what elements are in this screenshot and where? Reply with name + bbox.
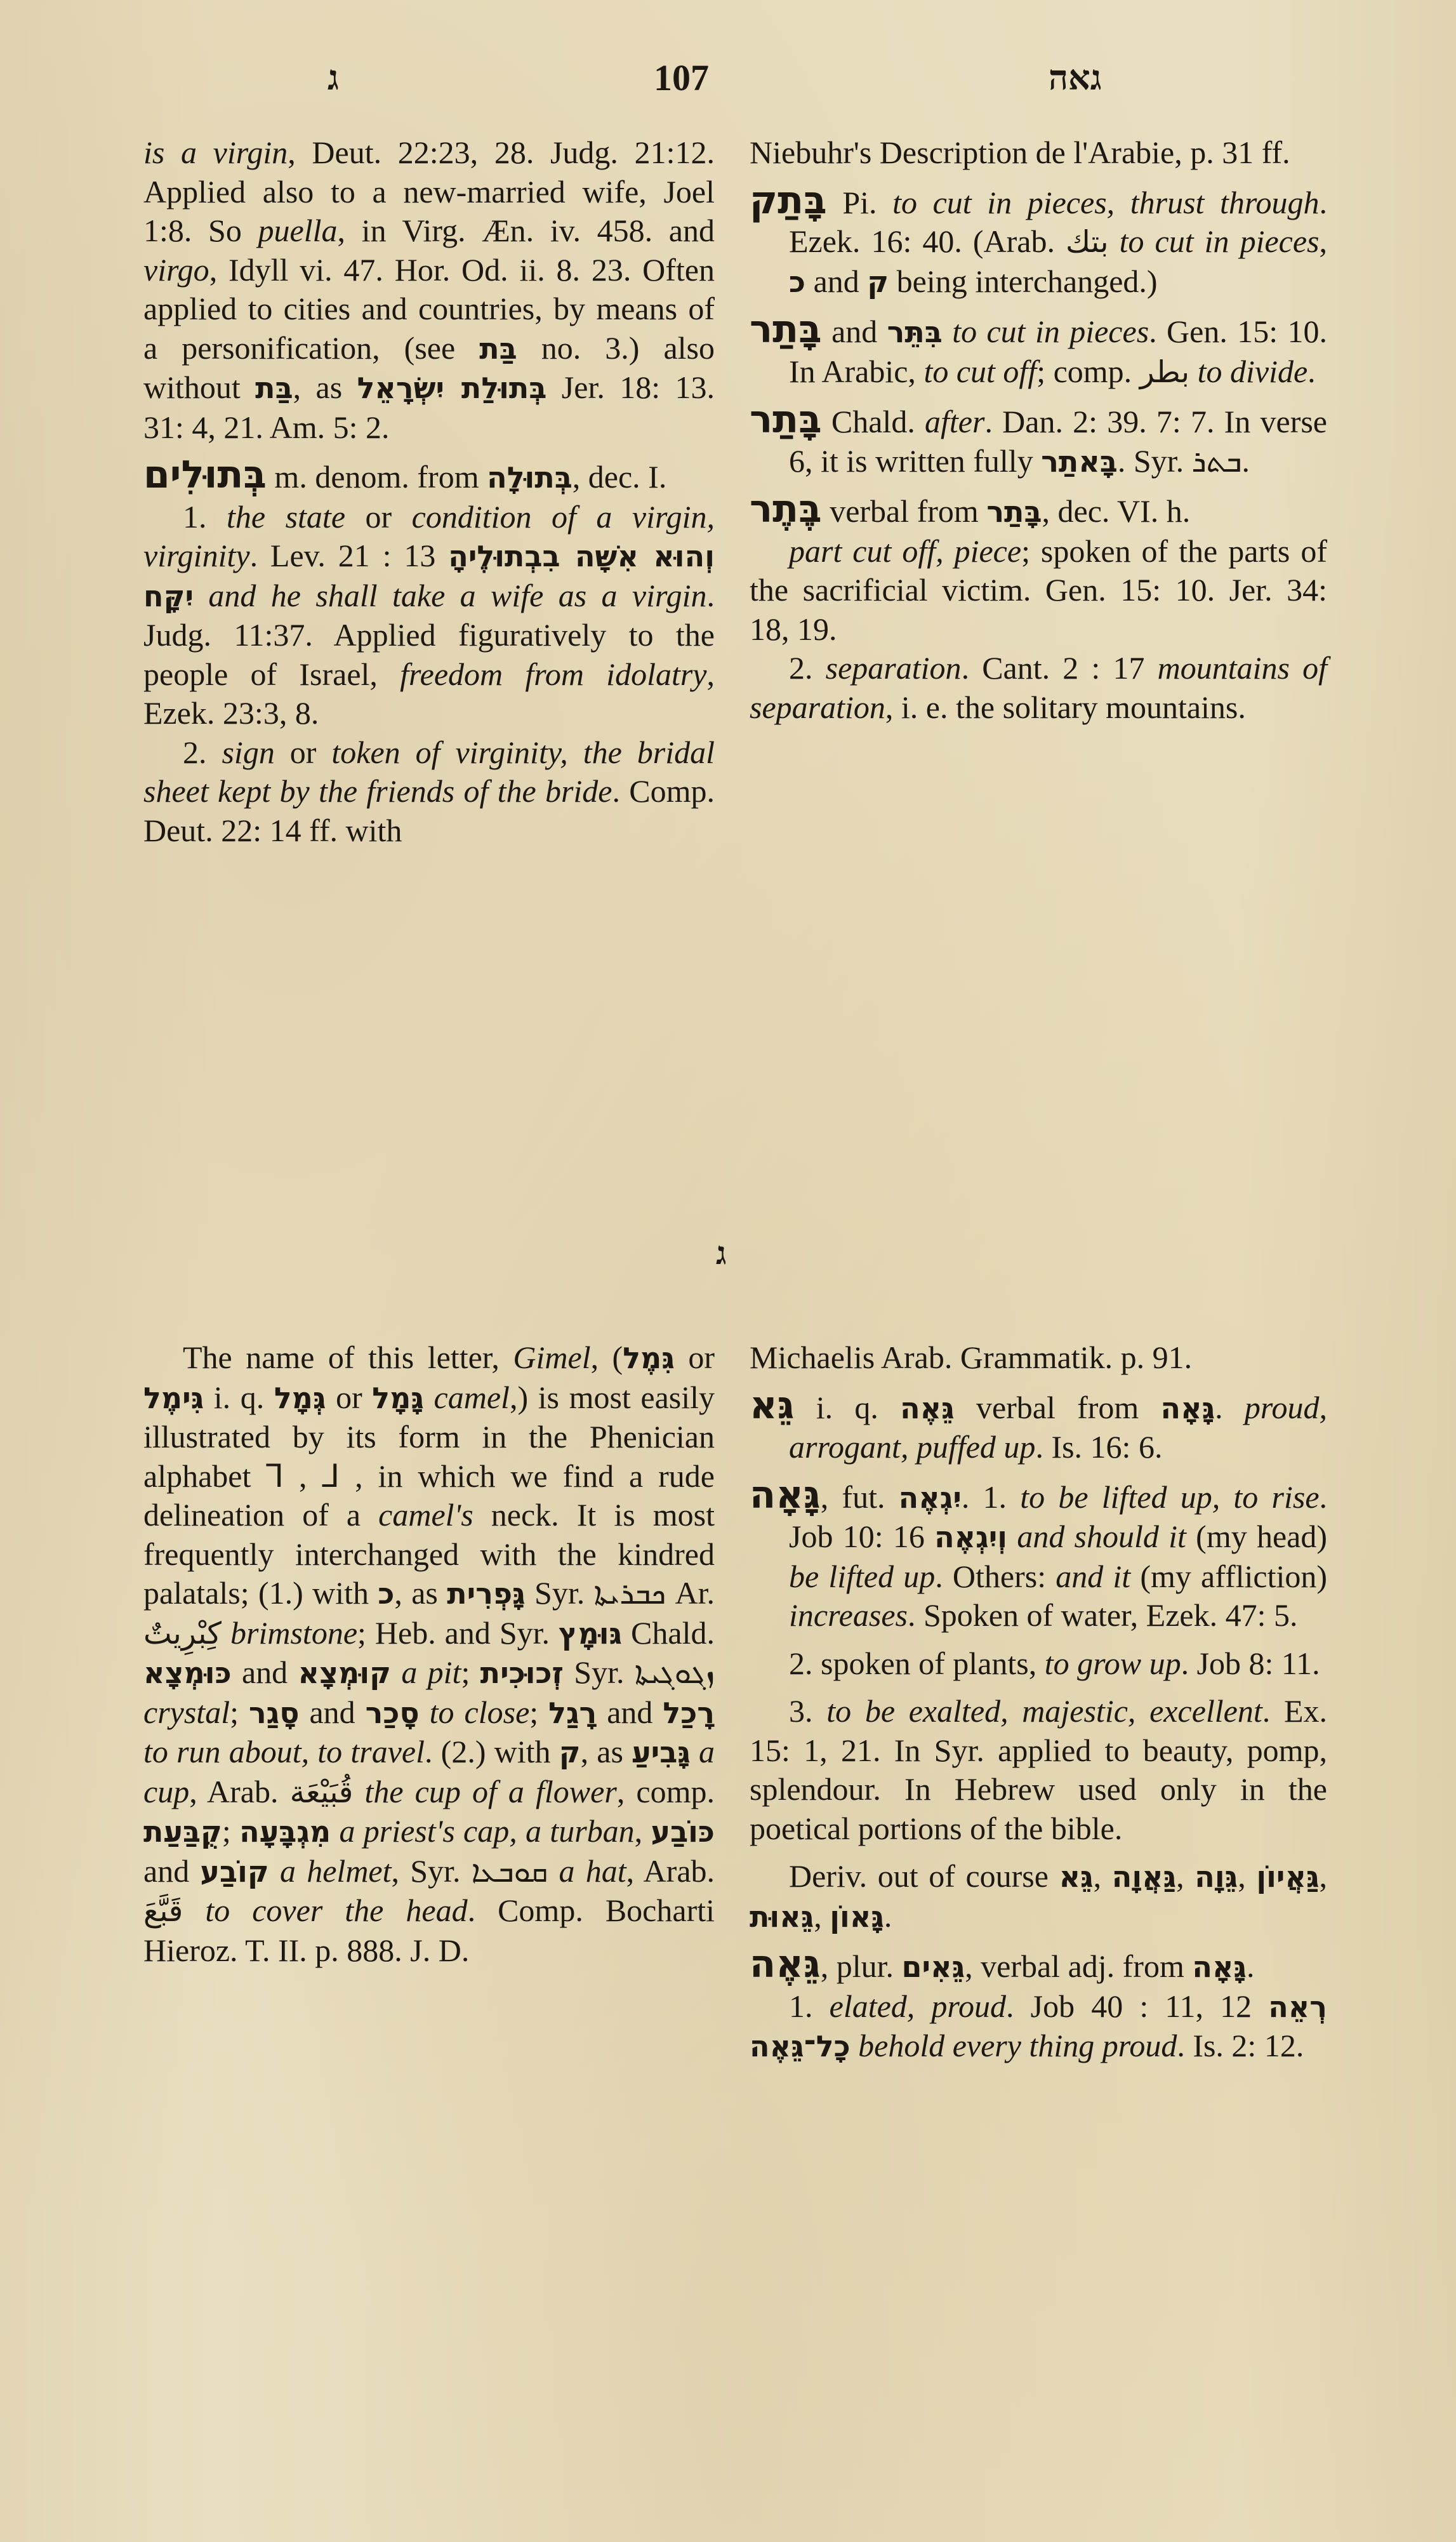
hebrew-text: כּוֹבַע <box>651 1814 715 1849</box>
text-run: , Syr. <box>391 1853 472 1889</box>
italic-text: mountains of separation <box>750 650 1328 725</box>
text-run: ; Heb. and Syr. <box>357 1614 559 1651</box>
hebrew-text: רְאֵה כָל־גֵּאֶה <box>750 1989 1327 2063</box>
hebrew-text: בָּאתַר <box>1041 444 1118 479</box>
hebrew-text: יִגְאֶה <box>898 1480 962 1515</box>
left-column-top <box>143 133 715 850</box>
text-run: 1. <box>183 498 227 535</box>
arabic-text: بتك <box>1066 225 1109 260</box>
italic-text: token of virginity, the bridal sheet kept by the friends of the bride <box>143 734 715 809</box>
text-run <box>194 578 208 613</box>
italic-text: elated, proud <box>829 1988 1007 2024</box>
hebrew-text: קוֹבַע <box>200 1854 269 1889</box>
text-run: . Comp. Deut. 22: 14 ff. with <box>143 773 715 848</box>
text-run: , verbal adj. from <box>965 1948 1193 1984</box>
text-run: 2. spoken of plants, <box>789 1645 1045 1681</box>
hebrew-text: גִּמֶל <box>623 1341 675 1375</box>
entry-headword: גָּאָה <box>750 1472 821 1517</box>
hebrew-text: בַּת <box>255 371 293 405</box>
text-run <box>222 1615 230 1651</box>
hebrew-text: גָּפְרִית <box>447 1576 526 1611</box>
entry-headword: בָּתַק <box>750 178 827 223</box>
hebrew-text: ק <box>559 1735 581 1769</box>
text-run: ; <box>230 1694 249 1730</box>
text-run: , as <box>580 1734 632 1769</box>
arabic-text: بطر <box>1139 354 1190 390</box>
dictionary-entry <box>750 1942 1327 1987</box>
text-run: , <box>634 1813 651 1849</box>
text-run: Syr. <box>525 1575 594 1611</box>
italic-text: to close <box>429 1694 530 1730</box>
hebrew-text: מִגְבָּעָה <box>239 1814 331 1849</box>
text-run: . Lev. 21 : 13 <box>249 538 449 573</box>
italic-text: puella <box>258 213 338 248</box>
italic-text: crystal <box>143 1694 230 1730</box>
text-run <box>850 2028 859 2063</box>
hebrew-text: גַּאֲוָה <box>1111 1860 1177 1894</box>
entry-paragraph <box>750 532 1327 649</box>
text-run: , Arab. <box>189 1773 290 1809</box>
hebrew-text: גִּימֶל <box>143 1380 204 1415</box>
hebrew-text: גֵּא <box>1059 1860 1094 1894</box>
italic-text: proud, arrogant, puffed up <box>789 1389 1328 1465</box>
hebrew-text: כ <box>789 264 806 299</box>
text-run: , plur. <box>820 1948 902 1984</box>
hebrew-text: גָּמָל <box>372 1380 424 1415</box>
text-run: i. q. <box>204 1379 274 1415</box>
arabic-text: قَبَّعَ <box>143 1894 183 1929</box>
text-run: , <box>1319 223 1328 259</box>
text-run: Deriv. out of course <box>789 1858 1059 1894</box>
text-run: . Job 40 : 11, 12 <box>1006 1988 1269 2024</box>
text-run: , as <box>394 1575 447 1611</box>
text-run: and <box>299 1694 366 1730</box>
right-column-top <box>750 133 1327 727</box>
text-run: . Ezek. 16: 40. (Arab. <box>789 184 1327 259</box>
text-run: . Syr. <box>1117 443 1192 479</box>
text-run: . Others: <box>935 1558 1056 1594</box>
text-run: (my affliction) <box>1130 1558 1327 1594</box>
italic-text: a hat <box>559 1853 626 1889</box>
text-run: . Ex. 15: 1, 21. In Syr. applied to beauty, pomp, splendour. In Hebrew used only in the poetical portions of the bible. <box>750 1693 1327 1846</box>
text-run: . Comp. Bocharti Hieroz. T. II. p. 888. J. D. <box>143 1893 715 1968</box>
text-run: Jer. 18: 13. 31: 4, 21. Am. 5: 2. <box>143 369 715 445</box>
entry-headword: בְּתוּלִים <box>143 453 267 497</box>
italic-text: to cut off <box>923 353 1037 389</box>
text-run: or <box>274 734 332 770</box>
text-run: . <box>1241 443 1250 479</box>
dictionary-entry <box>750 1472 1328 1635</box>
syriac-text: ܟܒܪܝܬܐ <box>593 1576 666 1611</box>
hebrew-text: גֵּאֶה <box>900 1390 955 1425</box>
hebrew-text: בִּתֵּר <box>887 315 943 349</box>
text-run: ; comp. <box>1036 353 1140 389</box>
italic-text: Gimel <box>513 1340 591 1375</box>
text-run: . <box>884 1898 892 1934</box>
hebrew-text: גֵּוָה <box>1195 1860 1238 1894</box>
text-run: Michaelis Arab. Grammatik. p. 91. <box>750 1340 1193 1375</box>
text-run: (my head) <box>1186 1519 1327 1554</box>
entry-paragraph <box>750 1338 1327 1378</box>
text-run: . Job 10: 16 <box>789 1479 1328 1554</box>
entry-headword: בֶּתֶר <box>750 487 822 531</box>
right-column-bottom <box>750 1338 1327 2066</box>
italic-text: a cup <box>143 1734 715 1809</box>
text-run: . Dan. 2: 39. 7: 7. In verse 6, it is written fully <box>789 404 1327 479</box>
hebrew-text: וְהוּא אִשָּׁה בִבְתוּלֶיהָ יִקָּח <box>143 539 715 613</box>
text-run: ; <box>529 1694 549 1730</box>
running-head-catchword: גאה <box>1049 59 1102 97</box>
text-run: . <box>1307 353 1316 389</box>
hebrew-text: גֵּאִים <box>901 1950 965 1984</box>
section-letter-gimel: ג <box>716 1235 727 1271</box>
page-number: 107 <box>654 57 709 98</box>
italic-text: and should it <box>1017 1519 1186 1554</box>
entry-paragraph <box>750 649 1327 727</box>
text-run: . (2.) with <box>424 1734 559 1769</box>
italic-text: to run about, to travel <box>143 1734 425 1769</box>
text-run: , Deut. 22:23, 28. Judg. 21:12. Applied also to a new-married wife, Joel 1:8. So <box>143 135 715 248</box>
italic-text: to cut in pieces <box>952 314 1149 349</box>
dictionary-entry <box>143 453 715 498</box>
text-run <box>420 1694 430 1730</box>
hebrew-text: גָּאוֹן <box>830 1899 884 1934</box>
entry-paragraph <box>750 1987 1327 2066</box>
running-head-letter: ג <box>328 59 339 97</box>
text-run: . Is. 16: 6. <box>1035 1429 1163 1465</box>
text-run <box>1109 223 1120 259</box>
italic-text: to divide <box>1197 353 1308 389</box>
text-run <box>548 1853 559 1889</box>
text-run: , fut. <box>820 1479 899 1515</box>
text-run: no. 3.) also without <box>143 329 715 405</box>
hebrew-text: סָכַר <box>365 1695 420 1730</box>
entry-paragraph <box>750 1692 1327 1848</box>
text-run: The name of this letter, <box>183 1340 513 1375</box>
text-run: and <box>597 1694 663 1730</box>
italic-text: to be exalted, majestic, excellent <box>826 1693 1262 1729</box>
italic-text: to cut in pieces <box>1119 223 1320 259</box>
entry-headword: גֵּא <box>750 1383 795 1428</box>
italic-text: and he shall take a wife as a virgin <box>208 577 707 613</box>
text-run <box>1189 354 1198 389</box>
text-run: verbal from <box>821 493 987 529</box>
text-run: m. denom. from <box>266 459 487 495</box>
italic-text: after <box>925 404 985 439</box>
text-run: , Arab. <box>626 1853 715 1889</box>
text-run: , in Virg. Æn. iv. 458. and <box>337 213 715 248</box>
hebrew-text: גְּמָל <box>274 1380 326 1415</box>
syriac-text: ܩܘܒܥܐ <box>471 1854 548 1889</box>
entry-paragraph <box>143 133 715 447</box>
hebrew-text: בְּתוּלָה <box>487 460 572 495</box>
hebrew-text: וְיִגְאֶה <box>934 1520 1008 1554</box>
text-run <box>424 1380 434 1415</box>
italic-text: to grow up <box>1044 1645 1181 1681</box>
dictionary-entry <box>750 487 1327 532</box>
hebrew-text: גַּאֲיוֹן <box>1256 1860 1320 1894</box>
text-run: 2. <box>789 650 826 686</box>
hebrew-text: כּוּמְצָא <box>143 1656 232 1690</box>
text-run: 2. <box>183 734 222 770</box>
syriac-text: ܙܓܘܓܝܬܐ <box>634 1656 715 1691</box>
italic-text: a priest's cap, a turban <box>339 1813 635 1849</box>
dictionary-entry <box>750 1383 1328 1467</box>
dictionary-entry <box>750 178 1328 302</box>
text-run: Syr. <box>563 1654 635 1690</box>
hebrew-text: קֻבַּעַת <box>143 1814 222 1849</box>
text-run: Ar. <box>666 1575 715 1611</box>
italic-text: a helmet <box>280 1853 392 1889</box>
text-run: , <box>1093 1858 1112 1894</box>
entry-paragraph <box>143 498 715 733</box>
text-run: Niebuhr's Description de l'Arabie, p. 31 ff. <box>750 135 1290 170</box>
hebrew-text: גּוּמָץ <box>559 1616 623 1651</box>
text-run <box>183 1893 205 1928</box>
text-run: or <box>674 1340 715 1375</box>
entry-headword: בָּתַר <box>750 397 822 442</box>
text-run: . <box>1247 1948 1255 1984</box>
text-run <box>691 1734 699 1769</box>
italic-text: behold every thing proud <box>858 2028 1177 2063</box>
entry-paragraph <box>750 1857 1327 1936</box>
italic-text: a pit <box>401 1654 461 1690</box>
text-run: ,) is most easily illustrated by its form in the Phenician alphabet ⅂ , ⅃ , in which we find a rude delineation of a <box>143 1379 715 1533</box>
hebrew-text: בָּתַר <box>986 495 1042 529</box>
text-run: , Idyll vi. 47. Hor. Od. ii. 8. 23. Often applied to cities and countries, by means of a personification, (see <box>143 251 715 366</box>
text-run: , comp. <box>616 1773 715 1809</box>
text-run: , ( <box>590 1340 623 1375</box>
dictionary-entry <box>750 307 1327 392</box>
text-run: neck. It is most frequently interchanged with the kindred palatals; (1.) with <box>143 1497 715 1611</box>
text-run <box>353 1774 364 1809</box>
entry-paragraph <box>750 133 1327 173</box>
text-run: , dec. I. <box>572 459 667 495</box>
hebrew-text: קוּמְצָא <box>298 1656 391 1690</box>
running-head <box>0 56 1456 107</box>
text-run: Chald. <box>821 404 925 439</box>
italic-text: the state <box>227 498 346 535</box>
text-run: 3. <box>789 1693 827 1729</box>
hebrew-text: גָּבִיעַ <box>632 1735 691 1769</box>
italic-text: separation <box>825 650 962 686</box>
italic-text: is a virgin <box>143 135 288 170</box>
text-run: , as <box>293 369 357 405</box>
text-run: ; <box>461 1654 480 1690</box>
hebrew-text: סָגַר <box>248 1695 300 1730</box>
hebrew-text: בְּתוּלַת יִשְׂרָאֵל <box>357 371 547 405</box>
hebrew-text: כ <box>378 1576 395 1611</box>
text-run: , dec. VI. h. <box>1042 493 1191 529</box>
entry-headword: גֵּאֶה <box>750 1942 821 1986</box>
text-run: . Gen. 15: 10. In Arabic, <box>789 314 1327 389</box>
italic-text: to cover the head <box>205 1893 468 1928</box>
entry-paragraph <box>750 1644 1327 1684</box>
text-run: . Spoken of water, Ezek. 47: 5. <box>908 1597 1298 1633</box>
hebrew-text: גָּאָה <box>1192 1950 1247 1984</box>
dictionary-entry <box>750 397 1327 481</box>
text-run: or <box>345 498 412 535</box>
italic-text: virgo <box>143 251 209 288</box>
italic-text: camel's <box>378 1497 473 1533</box>
entry-headword: בָּתַר <box>750 307 822 352</box>
hebrew-text: ק <box>867 264 889 299</box>
text-run: . Judg. 11:37. Applied figuratively to the people of Israel, <box>143 577 715 692</box>
hebrew-text: רָגַל <box>548 1695 597 1730</box>
text-run: 1. <box>789 1988 830 2024</box>
italic-text: brimstone <box>230 1614 358 1651</box>
italic-text: and it <box>1056 1558 1131 1594</box>
italic-text: to be lifted up, to rise <box>1020 1479 1320 1515</box>
text-run: and <box>143 1853 201 1889</box>
text-run: Pi. <box>826 184 893 220</box>
hebrew-text: זְכוּכִית <box>480 1656 564 1690</box>
text-run <box>1007 1519 1017 1554</box>
italic-text: be lifted up <box>789 1558 936 1594</box>
text-run <box>943 314 952 349</box>
italic-text: camel <box>433 1379 510 1415</box>
text-run: and <box>821 314 887 349</box>
text-run: Chald. <box>622 1614 715 1651</box>
text-run: verbal from <box>954 1389 1161 1425</box>
italic-text: sign <box>222 734 275 770</box>
text-run: . Job 8: 11. <box>1181 1645 1320 1681</box>
text-run: and <box>231 1654 298 1690</box>
text-run: . 1. <box>961 1479 1021 1515</box>
text-run: , <box>1238 1858 1257 1894</box>
text-run: and <box>805 263 868 299</box>
entry-paragraph <box>143 1338 715 1970</box>
hebrew-text: בַּת <box>479 331 517 366</box>
text-run <box>331 1813 339 1849</box>
hebrew-text: גֵּאוּת <box>750 1899 814 1934</box>
text-run: , i. e. the solitary mountains. <box>885 689 1246 725</box>
text-run: being interchanged.) <box>889 263 1158 299</box>
text-run: , <box>814 1898 830 1934</box>
text-run: . <box>1215 1389 1245 1425</box>
italic-text: condition of a virgin, virginity <box>143 498 715 573</box>
text-run: , Ezek. 23:3, 8. <box>143 656 715 731</box>
left-column-bottom <box>143 1338 715 1970</box>
syriac-text: ܒܬܪ <box>1191 444 1242 479</box>
text-run: ; spoken of the parts of the sacrificial victim. Gen. 15: 10. Jer. 34: 18, 19. <box>750 533 1328 647</box>
text-run <box>391 1654 401 1690</box>
text-run: i. q. <box>794 1389 901 1425</box>
text-run: . Is. 2: 12. <box>1177 2028 1304 2063</box>
arabic-text: قُبَيْعَة <box>289 1774 354 1810</box>
italic-text: to cut in pieces, thrust through <box>892 184 1320 220</box>
arabic-text: كِبْرِيتٌ <box>143 1616 222 1651</box>
italic-text: part cut off, piece <box>789 533 1022 569</box>
italic-text: the cup of a flower <box>364 1773 617 1809</box>
entry-paragraph <box>143 733 715 851</box>
hebrew-text: רָכַל <box>663 1695 715 1730</box>
italic-text: freedom from idolatry <box>400 656 707 692</box>
text-run: , <box>1319 1858 1327 1894</box>
hebrew-text: גָּאָה <box>1160 1390 1215 1425</box>
italic-text: increases <box>789 1597 908 1633</box>
text-run: ; <box>222 1813 240 1849</box>
text-run: or <box>326 1379 373 1415</box>
text-run: , <box>1176 1858 1195 1894</box>
text-run: . Cant. 2 : 17 <box>961 650 1158 686</box>
text-run <box>269 1853 280 1889</box>
